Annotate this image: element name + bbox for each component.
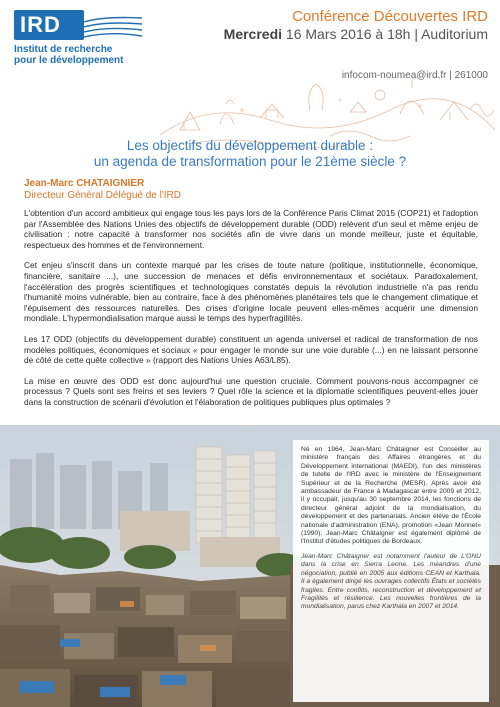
village-sketch-icon — [150, 40, 500, 150]
logo-box — [14, 10, 84, 40]
ird-logo — [14, 10, 164, 80]
paragraph-1: L'obtention d'un accord ambitieux qui engage tous les pays lors de la Conférence Paris Climat 2015 (COP21) et l'adoption par l'Assemblée des Nations Unies des objectifs de développement durable (ODD) relèvent d'un seul et même enjeu de civilisation : notre capacité à transformer nos sociétés afin de vivre dans un monde meilleur, juste et équitable, respectueux des hommes et de l'environnement. — [24, 208, 478, 250]
paragraph-2: Cet enjeu s'inscrit dans un contexte marqué par les crises de toute nature (politique, institutionnelle, économique, financière, sanitaire ...), une succession de menaces et défis environnementaux et sociétaux. Paradoxalement, l'accélération des progrès scientifiques et technologiques constatés depuis la révolution industrielle n'a pas rendu l'humanité moins vulnérable, bien au contraire, face à des phénomènes planétaires tels que le changement climatique et l'épuisement des ressources naturelles. Des crises d'origine locale peuvent elles-mêmes acquérir une dimension mondiale. L'hypermondialisation marque aussi le temps des hyperfragilités. — [24, 260, 478, 324]
author-bio-box — [293, 440, 489, 702]
author-name: Jean-Marc CHATAIGNIER — [24, 178, 145, 189]
bio-paragraph-1: Né en 1964, Jean-Marc Châtaigner est Conseiller au ministère français des Affaires étrangères et du Développement international (MAEDI), l'un des ministères de tutelle de l'IRD avec le ministère de l'Enseignement Supérieur et de la Recherche (MESR). Après avoir été ambassadeur de France à Madagascar entre 2009 et 2012, il y occupait, jusqu'au 30 septembre 2014, les fonctions de directeur général adjoint de la mondialisation, du développement et des partenariats. Ancien élève de l'École nationale d'administration (ENA), promotion «Jean Monnet» (1990), Jean-Marc Châtaigner est également diplômé de l'Institut d'études politiques de Bordeaux. — [301, 446, 481, 546]
logo-sub-line2: pour le développement — [14, 55, 124, 66]
title-line1: Les objectifs du développement durable : — [126, 138, 374, 153]
conference-date — [224, 26, 488, 42]
logo-text: IRD — [20, 12, 61, 37]
date-day: Mercredi — [223, 26, 283, 42]
paragraph-3: Les 17 ODD (objectifs du développement durable) constituent un agenda universel et radical de transformation de nos modèles politiques, économiques et sociaux « pour engager le monde sur une voie durable (...) en ne laissant personne de côté de cette quête collective » (rapport des Nations Unies A63/L85). — [24, 333, 478, 366]
header — [0, 0, 500, 120]
ird-wave-logo-icon — [84, 16, 144, 38]
logo-subtitle — [14, 44, 123, 66]
paragraph-4: La mise en œuvre des ODD est donc aujourd'hui une question cruciale. Comment pouvons-nous accompagner ce processus ? Quels sont ses freins et ses leviers ? Quel rôle la science et la diplomatie scientifiques peuvent-elles jouer dans la construction de scénarii d'évolution et l'élaboration de politiques publiques plus optimales ? — [24, 375, 478, 407]
title-line2: un agenda de transformation pour le 21ème siècle ? — [93, 154, 407, 169]
contact-info: infocom-noumea@ird.fr | 261000 — [341, 70, 488, 81]
conference-title: Conférence Découvertes IRD — [292, 8, 488, 25]
author-role: Directeur Général Délégué de l'IRD — [24, 190, 181, 201]
bio-paragraph-2: Jean-Marc Châtaigner est notamment l'auteur de L'ONU dans la crise en Sierra Leone. Les méandres d'une négociation, publié en 2005 aux éditions CEAN et Karthala. Il a également dirigé les ouvrages collectifs États et sociétés fragiles. Entre conflits, reconstruction et développement et Fragilités et résilience. Les nouvelles frontières de la mondialisation, parus chez Karthala en 2007 et 2014. — [301, 552, 481, 611]
article-body — [24, 208, 478, 418]
logo-sub-line1: Institut de recherche — [14, 44, 113, 55]
date-rest: 16 Mars 2016 à 18h | Auditorium — [282, 26, 488, 42]
page-title — [40, 138, 460, 170]
